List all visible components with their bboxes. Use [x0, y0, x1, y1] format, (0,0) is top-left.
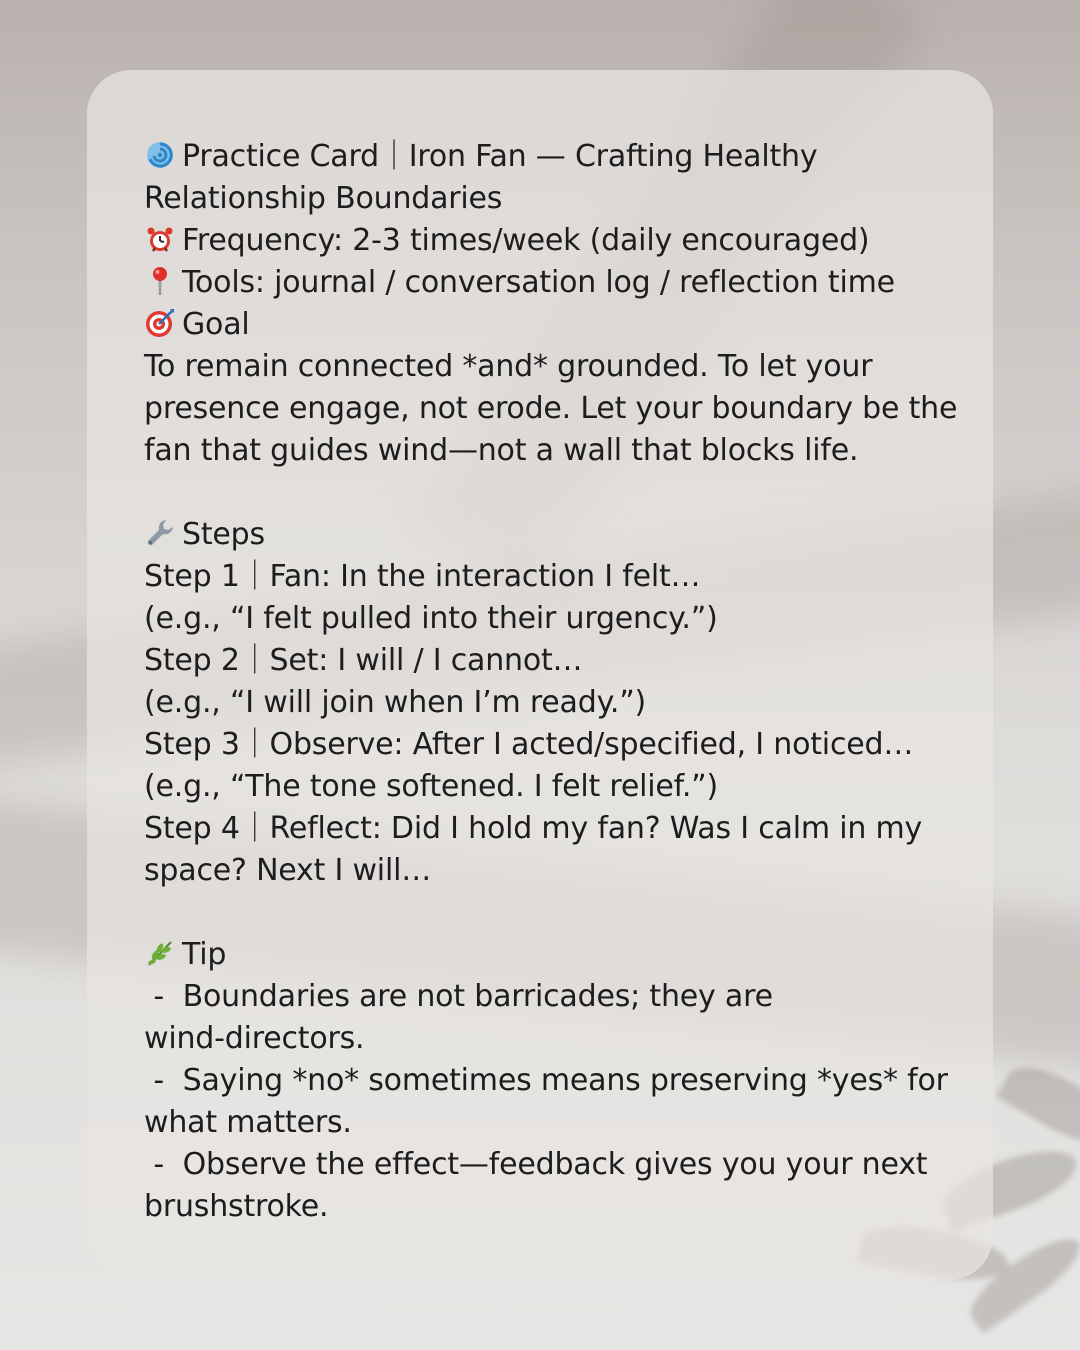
step-line: Step 4｜Reflect: Did I hold my fan? Was I calm in my: [144, 811, 923, 846]
card-content: [144, 136, 958, 1228]
goal-text-line: presence engage, not erode. Let your boundary be the: [144, 391, 958, 426]
step-line: Step 2｜Set: I will / I cannot…: [144, 643, 583, 678]
tip-line: what matters.: [144, 1105, 352, 1140]
goal-text-line: To remain connected *and* grounded. To let your: [144, 349, 873, 384]
practice-card: [87, 70, 993, 1280]
tools-line: [144, 262, 953, 304]
frequency-line: [144, 220, 953, 262]
goal-text-line: fan that guides wind—not a wall that blocks life.: [144, 433, 859, 468]
step-example-line: (e.g., “I felt pulled into their urgency.”): [144, 601, 718, 636]
goal-heading: [144, 304, 953, 346]
step-line: space? Next I will…: [144, 853, 432, 888]
spacer: [144, 892, 953, 934]
tip-line: wind-directors.: [144, 1021, 365, 1056]
goal-heading-text: Goal: [182, 307, 250, 342]
cyclone-icon: [144, 139, 176, 171]
tip-heading-text: Tip: [182, 937, 227, 972]
tip-line: brushstroke.: [144, 1189, 329, 1224]
wrench-icon: [144, 517, 176, 549]
herb-icon: [144, 937, 176, 969]
card-title-line2: Relationship Boundaries: [144, 181, 503, 216]
step-example-line: (e.g., “I will join when I’m ready.”): [144, 685, 647, 720]
spacer: [144, 472, 953, 514]
tip-heading: [144, 934, 953, 976]
tip-line: - Observe the effect—feedback gives you your next: [144, 1147, 928, 1182]
title-text-line1: Practice Card｜Iron Fan — Crafting Healthy: [182, 139, 818, 174]
alarm-clock-icon: [144, 223, 176, 255]
step-line: Step 1｜Fan: In the interaction I felt…: [144, 559, 701, 594]
frequency-text: Frequency: 2-3 times/week (daily encouraged): [182, 223, 870, 258]
step-line: Step 3｜Observe: After I acted/specified, I noticed…: [144, 727, 914, 762]
pin-icon: [144, 265, 176, 297]
step-example-line: (e.g., “The tone softened. I felt relief.”): [144, 769, 719, 804]
steps-heading: [144, 514, 953, 556]
tools-text: Tools: journal / conversation log / reflection time: [182, 265, 895, 300]
tip-line: - Boundaries are not barricades; they are: [144, 979, 773, 1014]
card-title: [144, 136, 953, 178]
steps-heading-text: Steps: [182, 517, 265, 552]
tip-line: - Saying *no* sometimes means preserving *yes* for: [144, 1063, 948, 1098]
target-icon: [144, 307, 176, 339]
leaf-shadow: [996, 1053, 1080, 1156]
